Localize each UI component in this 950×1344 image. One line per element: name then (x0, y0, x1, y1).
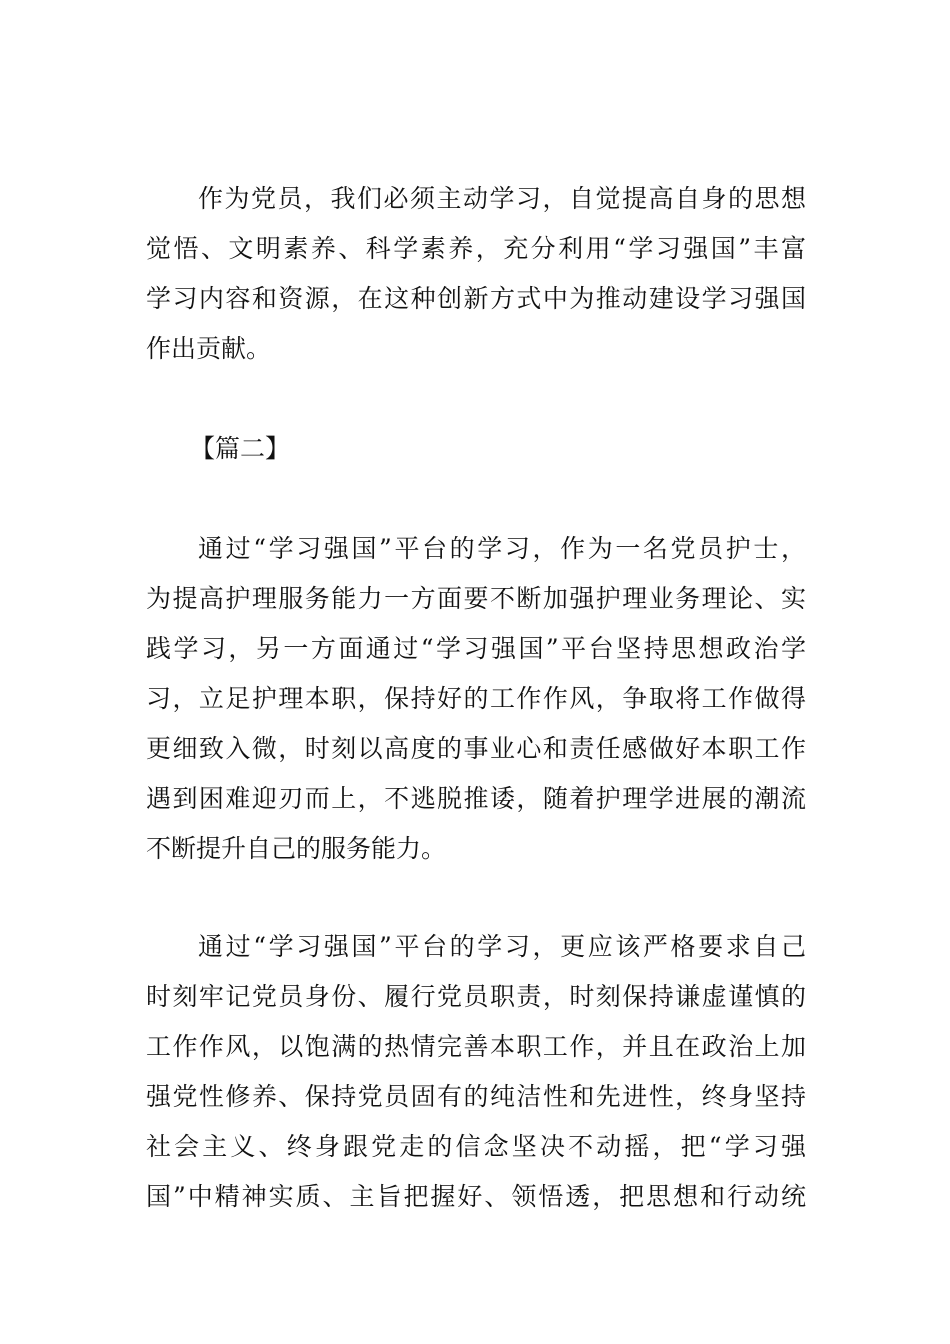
section-heading (146, 424, 806, 474)
paragraph-2 (146, 524, 806, 874)
paragraph-line: 作为党员，我们必须主动学习，自觉提高自身的思想 (198, 184, 806, 213)
paragraph-line: 更细致入微，时刻以高度的事业心和责任感做好本职工作 (146, 734, 806, 763)
paragraph-line: 通过“学习强国”平台的学习，作为一名党员护士， (198, 534, 806, 563)
paragraph-line: 国”中精神实质、主旨把握好、领悟透，把思想和行动统 (146, 1182, 806, 1211)
paragraph-line: 不断提升自己的服务能力。 (146, 834, 447, 863)
section-heading-text: 【篇二】 (190, 434, 291, 463)
paragraph-line: 践学习，另一方面通过“学习强国”平台坚持思想政治学 (146, 634, 806, 663)
paragraph-line: 作出贡献。 (146, 334, 272, 363)
paragraph-line: 觉悟、文明素养、科学素养，充分利用“学习强国”丰富 (146, 234, 806, 263)
paragraph-3 (146, 922, 806, 1222)
paragraph-line: 为提高护理服务能力一方面要不断加强护理业务理论、实 (146, 584, 806, 613)
paragraph-line: 学习内容和资源，在这种创新方式中为推动建设学习强国 (146, 284, 806, 313)
paragraph-line: 通过“学习强国”平台的学习，更应该严格要求自己 (198, 932, 806, 961)
paragraph-line: 习，立足护理本职，保持好的工作作风，争取将工作做得 (146, 684, 806, 713)
paragraph-line: 工作作风，以饱满的热情完善本职工作，并且在政治上加 (146, 1032, 806, 1061)
paragraph-line: 社会主义、终身跟党走的信念坚决不动摇，把“学习强 (146, 1132, 806, 1161)
paragraph-line: 时刻牢记党员身份、履行党员职责，时刻保持谦虚谨慎的 (146, 982, 806, 1011)
paragraph-line: 遇到困难迎刃而上，不逃脱推诿，随着护理学进展的潮流 (146, 784, 806, 813)
paragraph-1 (146, 174, 806, 374)
paragraph-line: 强党性修养、保持党员固有的纯洁性和先进性，终身坚持 (146, 1082, 806, 1111)
